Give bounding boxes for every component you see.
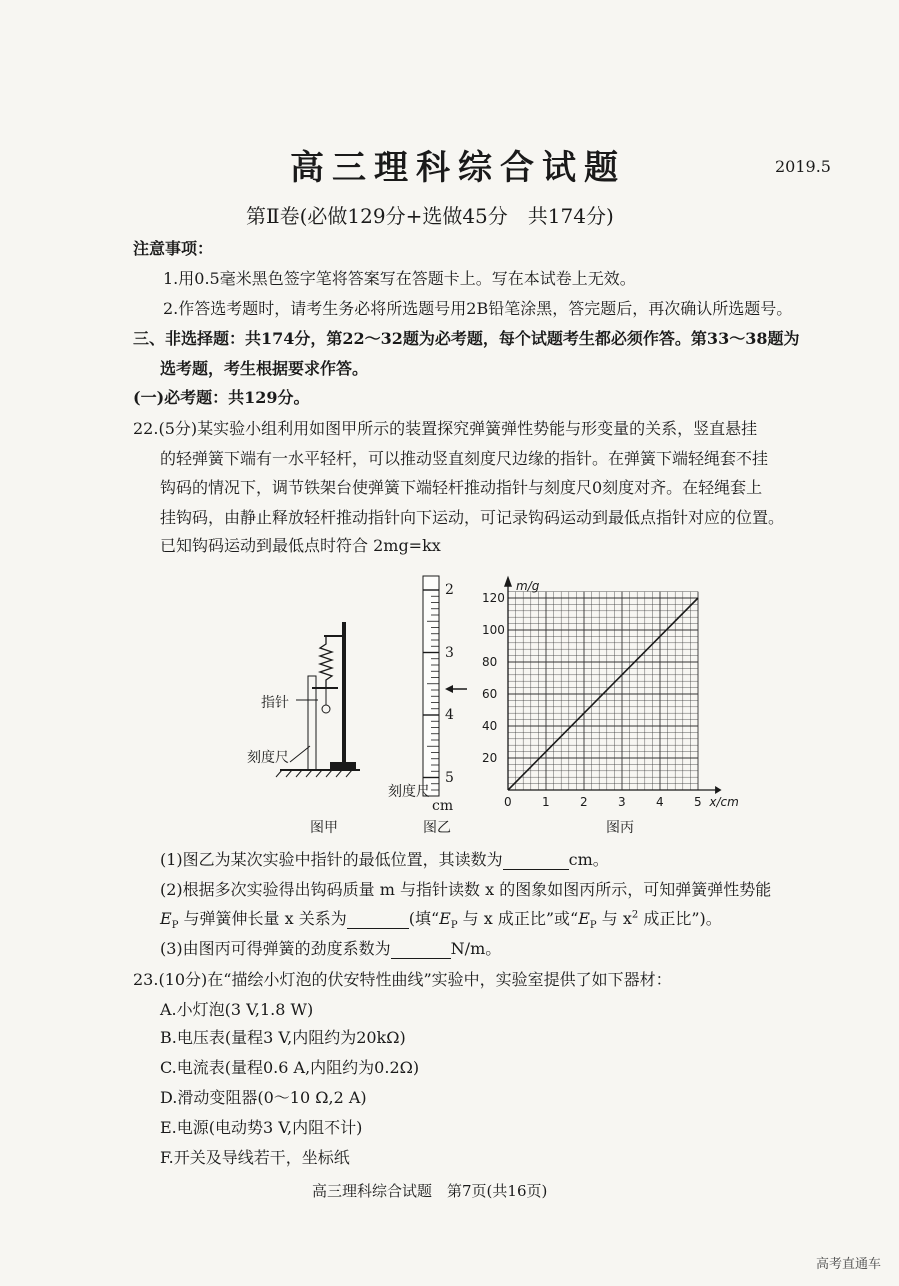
q23-option-d: D.滑动变阻器(0～10 Ω,2 A) xyxy=(160,1088,367,1107)
q22-line5: 已知钩码运动到最低点时符合 2mg=kx xyxy=(160,536,441,555)
yi-ruler-label: 刻度尺 xyxy=(388,784,430,800)
hook-ring xyxy=(322,705,330,713)
q22-sub2-choice-open: (填“ xyxy=(408,909,440,928)
y-tick-label: 100 xyxy=(482,623,505,637)
figure-bing-chart xyxy=(480,560,760,810)
ep-symbol-1: E xyxy=(160,909,172,928)
ep-subscript-1: P xyxy=(171,920,179,932)
x-tick-label: 3 xyxy=(618,795,626,809)
ruler-label: 刻度尺 xyxy=(247,750,289,766)
y-axis-arrow xyxy=(504,576,512,587)
q23-option-c: C.电流表(量程0.6 A,内阻约为0.2Ω) xyxy=(160,1058,420,1077)
q22-line3: 钩码的情况下，调节铁架台使弹簧下端轻杆推动指针与刻度尺0刻度对齐。在轻绳套上 xyxy=(160,478,763,497)
stand-base xyxy=(330,762,356,770)
ruler-tick-label-5: 5 xyxy=(445,770,454,786)
x-tick-label: 4 xyxy=(656,795,664,809)
exam-date: 2019.5 xyxy=(775,157,831,176)
page-title: 高三理科综合试题 xyxy=(290,148,626,188)
section3-required: (一)必考题：共129分。 xyxy=(133,388,310,407)
q23-intro: 23.(10分)在“描绘小灯泡的伏安特性曲线”实验中，实验室提供了如下器材： xyxy=(133,970,672,989)
section3-line1: 三、非选择题：共174分，第22～32题为必考题，每个试题考生都必须作答。第33～38题为 xyxy=(133,329,800,348)
q22-sub1 xyxy=(160,847,609,870)
q22-sub3-unit: N/m。 xyxy=(450,939,502,958)
ruler-tick-label-4: 4 xyxy=(445,707,454,723)
x-tick-label: 5 xyxy=(694,795,702,809)
q22-sub2-text: 与弹簧伸长量 x 关系为 xyxy=(178,909,347,928)
x-axis-arrow xyxy=(715,786,721,794)
answer-blank-3[interactable] xyxy=(391,939,451,959)
q22-sub3-text: (3)由图丙可得弹簧的劲度系数为 xyxy=(160,939,391,958)
y-tick-label: 80 xyxy=(482,655,498,669)
q22-sub2-line2 xyxy=(160,906,722,931)
q23-option-f: F.开关及导线若干，坐标纸 xyxy=(160,1148,350,1167)
ep-symbol-2: E xyxy=(439,909,451,928)
y-tick-label: 60 xyxy=(482,687,498,701)
spring xyxy=(320,636,332,688)
q22-line4: 挂钩码，由静止释放轻杆推动指针向下运动，可记录钩码运动到最低点指针对应的位置。 xyxy=(160,508,785,527)
notice-item-1: 1.用0.5毫米黑色签字笔将答案写在答题卡上。写在本试卷上无效。 xyxy=(163,269,636,288)
q23-option-e: E.电源(电动势3 V,内阻不计) xyxy=(160,1118,363,1137)
page-footer: 高三理科综合试题 第7页(共16页) xyxy=(312,1182,548,1200)
figure-jia-caption: 图甲 xyxy=(310,820,338,836)
pointer-label: 指针 xyxy=(261,695,289,711)
ground-hatch xyxy=(276,770,352,777)
corner-watermark: 高考直通车 xyxy=(815,1257,881,1272)
scale-ruler xyxy=(308,676,316,770)
section3-line2: 选考题，考生根据要求作答。 xyxy=(160,359,369,378)
q22-sub2-choice-2: 与 x xyxy=(596,909,632,928)
x-tick-label: 0 xyxy=(504,795,512,809)
q22-sub1-text: (1)图乙为某次实验中指针的最低位置，其读数为 xyxy=(160,850,503,869)
ep-subscript-2: P xyxy=(450,920,458,932)
y-axis-label: m/g xyxy=(516,579,540,593)
x-axis-label: x/cm xyxy=(709,795,739,809)
y-tick-label: 120 xyxy=(482,591,505,605)
answer-blank-1[interactable] xyxy=(503,850,569,870)
section-subtitle: 第Ⅱ卷(必做129分+选做45分 共174分) xyxy=(246,204,614,228)
q23-option-b: B.电压表(量程3 V,内阻约为20kΩ) xyxy=(160,1028,406,1047)
q22-line1: 22.(5分)某实验小组利用如图甲所示的装置探究弹簧弹性势能与形变量的关系，竖直悬挂 xyxy=(133,419,758,438)
x-tick-label: 2 xyxy=(580,795,588,809)
ep-symbol-3: E xyxy=(578,909,590,928)
figure-jia xyxy=(240,610,370,840)
figure-yi-caption: 图乙 xyxy=(423,820,451,836)
ruler-tick-label-3: 3 xyxy=(445,645,454,661)
figure-bing-caption: 图丙 xyxy=(606,820,634,836)
q22-sub2-choice-close: 成正比”)。 xyxy=(638,909,722,928)
yi-unit: cm xyxy=(432,798,454,814)
q22-line2: 的轻弹簧下端有一水平轻杆，可以推动竖直刻度尺边缘的指针。在弹簧下端轻绳套不挂 xyxy=(160,449,769,468)
ep-subscript-3: P xyxy=(589,920,597,932)
notice-heading: 注意事项： xyxy=(133,239,214,258)
y-tick-label: 20 xyxy=(482,751,498,765)
q22-sub2-choice-1: 与 x 成正比”或“ xyxy=(457,909,579,928)
figure-yi xyxy=(405,568,475,800)
ruler-tick-label-2: 2 xyxy=(445,582,454,598)
ruler-leader xyxy=(290,746,310,762)
x-tick-label: 1 xyxy=(542,795,550,809)
notice-item-2: 2.作答选考题时，请考生务必将所选题号用2B铅笔涂黑，答完题后，再次确认所选题号。 xyxy=(163,299,793,318)
q23-option-a: A.小灯泡(3 V,1.8 W) xyxy=(160,1000,314,1019)
square-superscript: 2 xyxy=(631,909,639,921)
q22-sub3 xyxy=(160,936,501,959)
q22-sub2-line1: (2)根据多次实验得出钩码质量 m 与指针读数 x 的图象如图丙所示，可知弹簧弹性势能 xyxy=(160,880,772,899)
y-tick-label: 40 xyxy=(482,719,498,733)
answer-blank-2[interactable] xyxy=(347,909,409,929)
pointer-arrow-head xyxy=(445,685,453,693)
q22-sub1-unit: cm。 xyxy=(568,850,609,869)
